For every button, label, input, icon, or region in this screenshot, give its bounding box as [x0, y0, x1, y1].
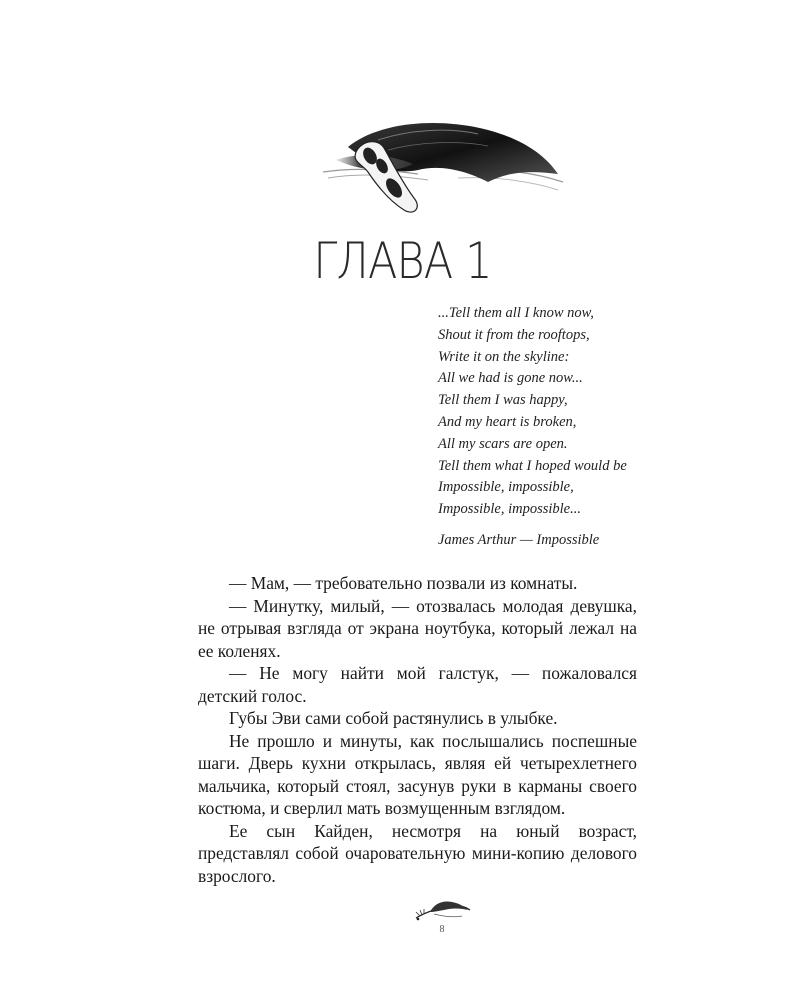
paragraph: Ее сын Кайден, несмотря на юный возраст, представлял собой очаровательную мини-копию делового взрослого. [198, 820, 637, 886]
epigraph-line: Impossible, impossible... [438, 501, 581, 518]
paragraph: — Не могу найти мой галстук, — пожаловался детский голос. [198, 663, 637, 706]
paragraph: Не прошло и минуты, как послышались поспешные шаги. Дверь кухни открылась, являя ей четырехлетнего мальчика, который стоял, засунув руки в карманы своего костюма, и сверлил мать возмущенным взглядом. [198, 730, 637, 818]
epigraph-line: Tell them I was happy, [438, 392, 568, 409]
epigraph-line: ...Tell them all I know now, [438, 305, 594, 321]
chapter-body [198, 572, 637, 887]
epigraph-line: Write it on the skyline: [438, 348, 570, 365]
epigraph-line: Impossible, impossible, [438, 479, 574, 496]
epigraph-line: And my heart is broken, [438, 413, 577, 430]
epigraph-attribution: James Arthur — Impossible [438, 531, 600, 548]
epigraph-line: Tell them what I hoped would be [438, 457, 627, 474]
paragraph: — Мам, — требовательно позвали из комнаты. [229, 573, 578, 593]
epigraph-line: All my scars are open. [438, 435, 568, 452]
hooded-ghost-mask-icon [318, 112, 568, 222]
epigraph-line: Shout it from the rooftops, [438, 326, 590, 343]
epigraph [438, 303, 698, 552]
epigraph-line: All we had is gone now... [438, 370, 583, 387]
chapter-title: ГЛАВА 1 [313, 232, 492, 290]
page-number: 8 [439, 924, 445, 935]
paragraph: — Минутку, милый, — отозвалась молодая девушка, не отрывая взгляда от экрана ноутбука, который лежал на ее коленях. [198, 595, 637, 661]
feather-branch-ornament-icon [412, 896, 472, 926]
paragraph: Губы Эви сами собой растянулись в улыбке. [229, 708, 558, 728]
